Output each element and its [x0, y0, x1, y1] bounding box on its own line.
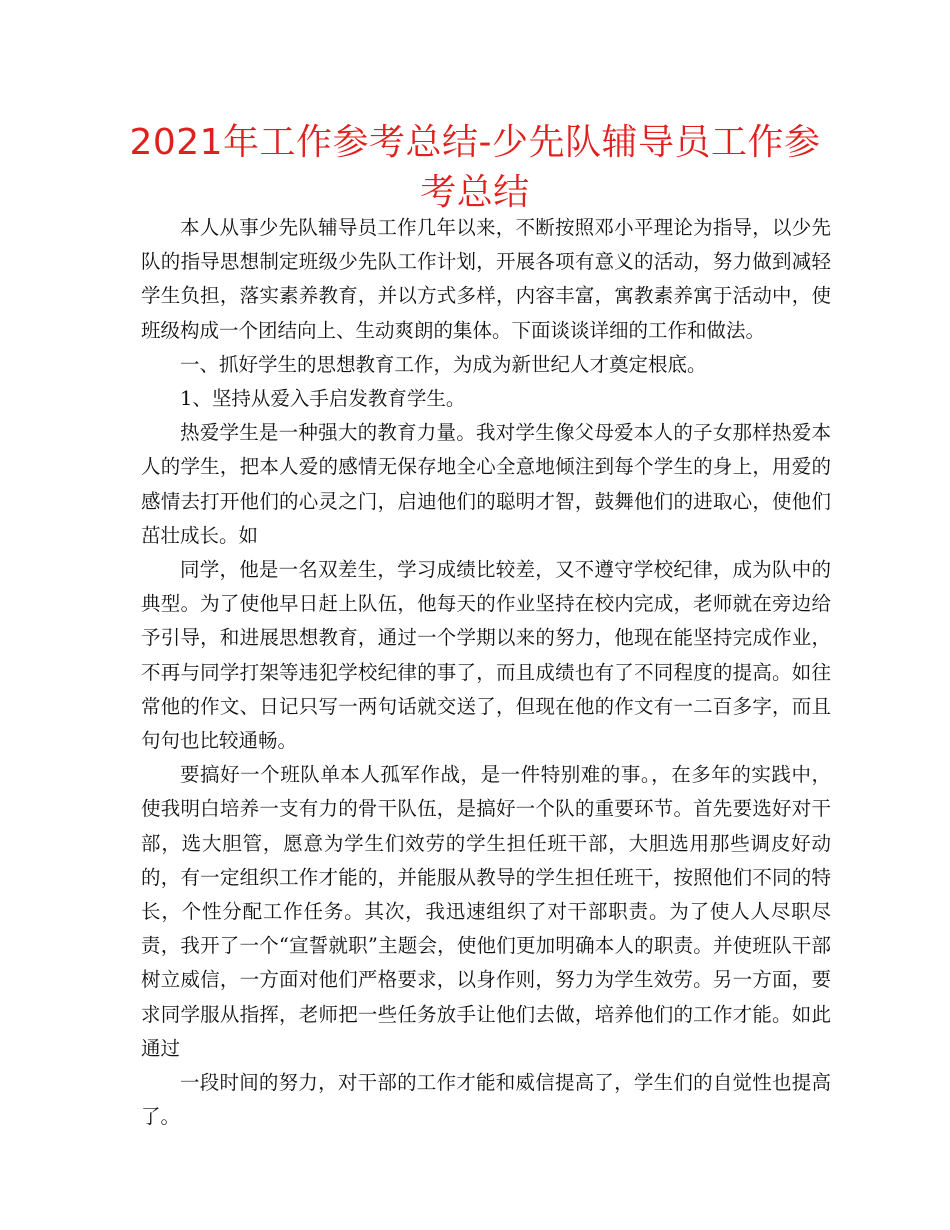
paragraph-love-students: 热爱学生是一种强大的教育力量。我对学生像父母爱本人的子女那样热爱本人的学生，把本人爱的感情无保存地全心全意地倾注到每个学生的身上，用爱的感情去打开他们的心灵之门，启迪他们的聪明才智，鼓舞他们的进取心，使他们茁壮成长。如 — [141, 421, 831, 547]
paragraph-result: 一段时间的努力，对干部的工作才能和威信提高了，学生们的自觉性也提高了。 — [141, 1071, 831, 1129]
document-body — [141, 211, 831, 1134]
paragraph-intro: 本人从事少先队辅导员工作几年以来，不断按照邓小平理论为指导，以少先队的指导思想制定班级少先队工作计划，开展各项有意义的活动，努力做到减轻学生负担，落实素养教育，并以方式多样，内容丰富，寓教素养寓于活动中，使班级构成一个团结向上、生动爽朗的集体。下面谈谈详细的工作和做法。 — [141, 216, 831, 342]
subsection-heading: 1、坚持从爱入手启发教育学生。 — [180, 387, 466, 411]
section-heading: 一、抓好学生的思想教育工作，为成为新世纪人才奠定根底。 — [180, 352, 707, 376]
paragraph-student-example: 同学，他是一名双差生，学习成绩比较差，又不遵守学校纪律，成为队中的典型。为了使他早日赶上队伍，他每天的作业坚持在校内完成，老师就在旁边给予引导，和进展思想教育，通过一个学期以来的努力，他现在能坚持完成作业，不再与同学打架等违犯学校纪律的事了，而且成绩也有了不同程度的提高。如往常他的作文、日记只写一两句话就交送了，但现在他的作文有一二百多字，而且句句也比较通畅。 — [141, 558, 831, 753]
document-title: 2021年工作参考总结-少先队辅导员工作参考总结 — [129, 122, 821, 213]
paragraph-cadre-team: 要搞好一个班队单本人孤军作战，是一件特别难的事。，在多年的实践中，使我明白培养一支有力的骨干队伍，是搞好一个队的重要环节。首先要选好对干部，选大胆管，愿意为学生们效劳的学生担任班干部，大胆选用那些调皮好动的，有一定组织工作才能的，并能服从教导的学生担任班干，按照他们不同的特长，个性分配工作任务。其次，我迅速组织了对干部职责。为了使人人尽职尽责，我开了一个“宣誓就职”主题会，使他们更加明确本人的职责。并使班队干部树立威信，一方面对他们严格要求，以身作则，努力为学生效劳。另一方面，要求同学服从指挥，老师把一些任务放手让他们去做，培养他们的工作才能。如此通过 — [141, 763, 831, 1060]
